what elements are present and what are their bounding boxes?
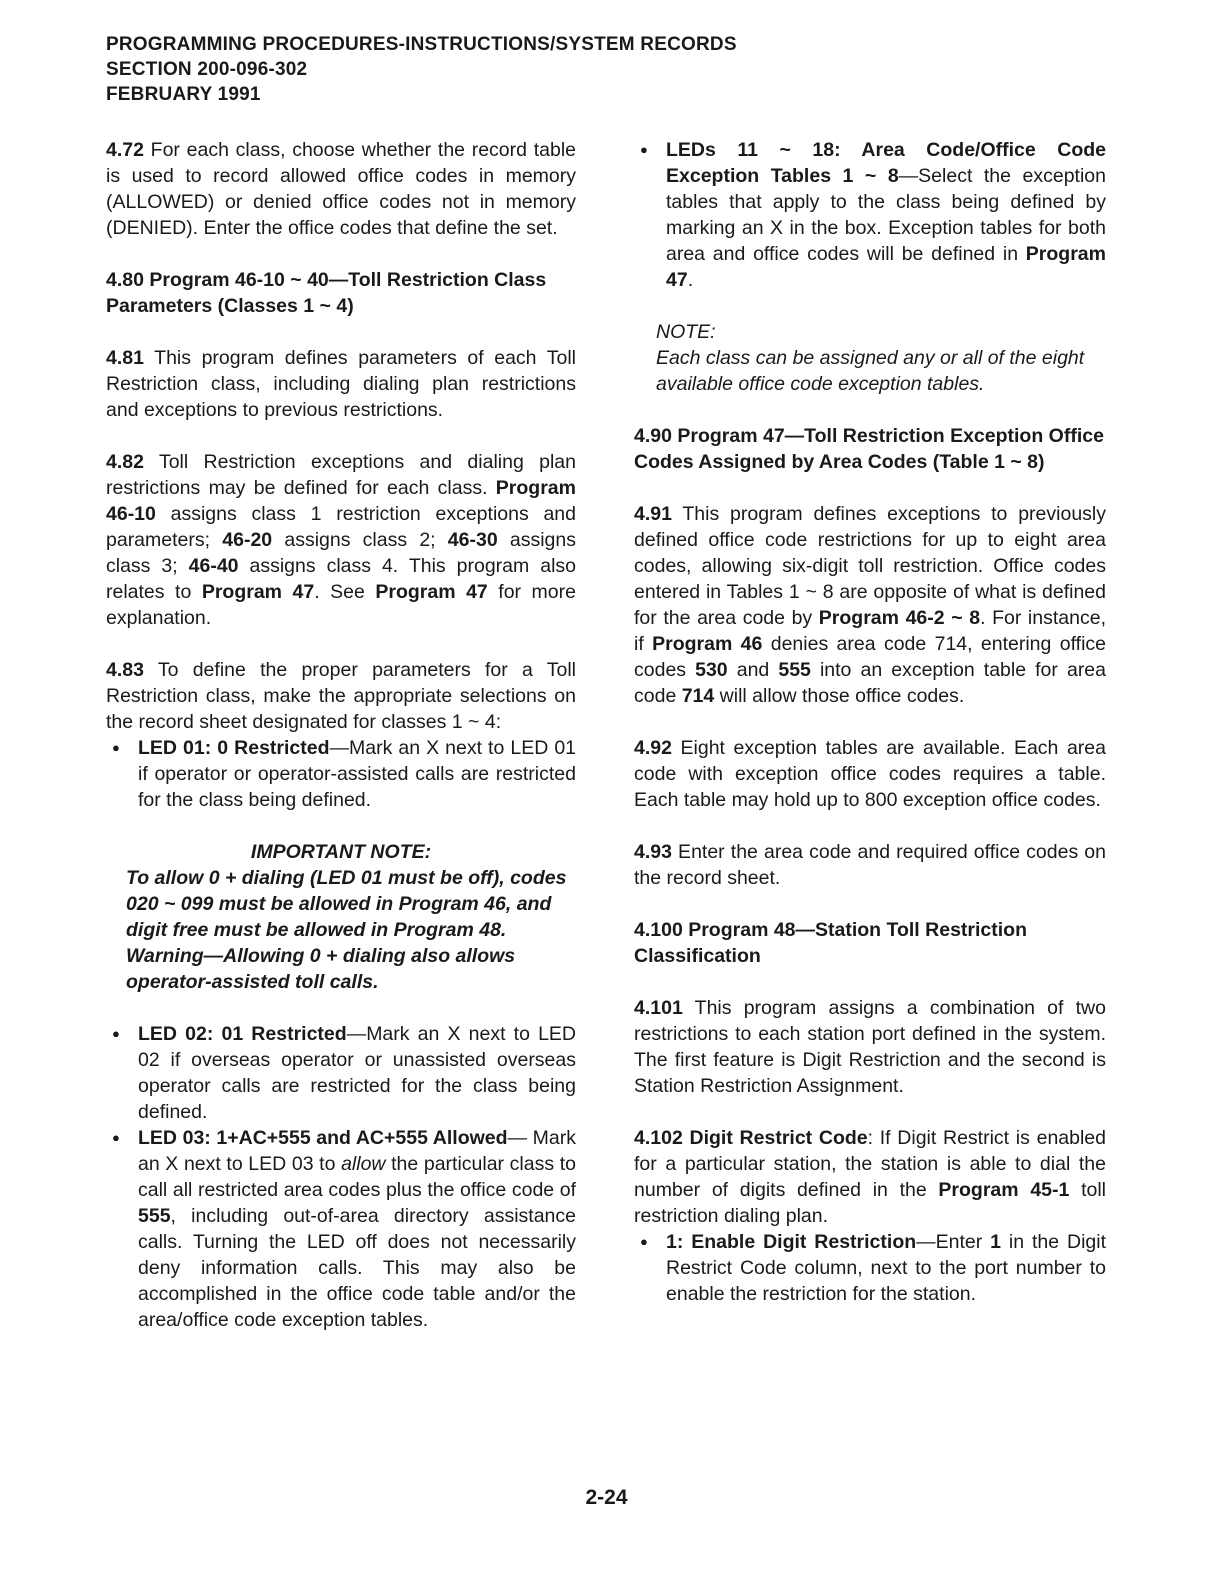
para-text: : If Digit Restrict is enabled for a particular station, the station is able to dial the number of digits defined in the — [634, 1127, 1106, 1201]
bold-term: Program 47 — [201, 581, 315, 603]
para-4-72 — [106, 137, 576, 241]
para-text: assigns class 1 restriction exceptions and parameters; — [106, 503, 576, 551]
heading-4-80: 4.80 Program 46-10 ~ 40—Toll Restriction Class Parameters (Classes 1 ~ 4) — [106, 269, 547, 317]
led-list-1 — [106, 735, 576, 813]
italic-term: allow — [341, 1153, 386, 1175]
para-4-92 — [634, 735, 1106, 813]
bold-term: 46-30 — [447, 529, 498, 551]
item-text: —Enter — [916, 1231, 991, 1253]
bold-term: LEDs 11 ~ 18: Area Code/Office Code Exception Tables 1 ~ 8 — [666, 139, 1106, 187]
para-number: 4.102 — [634, 1127, 683, 1149]
para-4-83 — [106, 657, 576, 735]
bold-term: 46-20 — [222, 529, 273, 551]
para-text: Toll Restriction exceptions and dialing plan restrictions may be defined for each class. — [106, 451, 576, 499]
item-text: —Mark an X next to LED 02 if overseas operator or unassisted overseas operator calls are restricted for the class being defined. — [138, 1023, 577, 1123]
led-list-2 — [106, 1021, 576, 1333]
para-text: To define the proper parameters for a Toll Restriction class, make the appropriate selections on the record sheet designated for classes 1 ~ 4: — [106, 659, 576, 733]
para-text: Eight exception tables are available. Each area code with exception office codes requires a table. Each table may hold up to 800 exception office codes. — [634, 737, 1106, 811]
bold-term: 555 — [138, 1205, 171, 1227]
important-note-body: To allow 0 + dialing (LED 01 must be off), codes 020 ~ 099 must be allowed in Program 46, and digit free must be allowed in Program 48. Warning—Allowing 0 + dialing also allows operator-assisted toll calls. — [126, 867, 567, 993]
header-date: FEBRUARY 1991 — [106, 84, 261, 105]
para-text: toll restriction dialing plan. — [634, 1179, 1106, 1227]
bold-term: 1: Enable Digit Restriction — [666, 1231, 917, 1253]
bold-term: 1 — [990, 1231, 1002, 1253]
para-text: This program assigns a combination of two restrictions to each station port defined in the system. The first feature is Digit Restriction and the second is Station Restriction Assignment. — [634, 997, 1106, 1097]
page-header — [106, 32, 737, 107]
header-section: SECTION 200-096-302 — [106, 59, 308, 80]
list-item-leds-11-18 — [634, 137, 1106, 293]
list-item-led-03 — [106, 1125, 576, 1333]
item-text: , including out-of-area directory assistance calls. Turning the LED off does not necessarily deny information calls. This may also be accomplished in the office code table and/or the area/office code exception tables. — [138, 1205, 576, 1331]
bold-term: LED 02: 01 Restricted — [138, 1023, 347, 1045]
para-text: This program defines parameters of each Toll Restriction class, including dialing plan restrictions and exceptions to previous restrictions. — [106, 347, 576, 421]
header-title: PROGRAMMING PROCEDURES-INSTRUCTIONS/SYSTEM RECORDS — [106, 34, 737, 55]
bold-term: Program 46-2 ~ 8 — [818, 607, 981, 629]
item-text: —Select the exception tables that apply to the class being defined by marking an X in the box. Exception tables for both area and office codes will be defined in — [666, 165, 1106, 265]
right-column — [634, 137, 1106, 1333]
heading-4-100: 4.100 Program 48—Station Toll Restriction Classification — [634, 919, 1027, 967]
note-body: Each class can be assigned any or all of the eight available office code exception tables. — [656, 347, 1085, 395]
para-number: 4.81 — [106, 347, 144, 369]
bold-term: LED 01: 0 Restricted — [138, 737, 330, 759]
item-text: in the Digit Restrict Code column, next to the port number to enable the restriction for the station. — [666, 1231, 1106, 1305]
para-text: . For instance, if — [634, 607, 1106, 655]
note-label: NOTE: — [656, 321, 716, 343]
para-text: assigns class 2; — [272, 529, 448, 551]
bold-term: 555 — [778, 659, 811, 681]
bold-term: Program 47 — [375, 581, 488, 603]
para-4-102 — [634, 1125, 1106, 1229]
para-text: for more explanation. — [106, 581, 576, 629]
bold-term: 46-40 — [188, 555, 239, 577]
bold-term: Program 46-10 — [106, 477, 576, 525]
item-text: . — [687, 269, 694, 291]
led-list-3 — [634, 137, 1106, 293]
item-text: —Mark an X next to LED 01 if operator or operator-assisted calls are restricted for the class being defined. — [138, 737, 577, 811]
bold-term: Program 46 — [652, 633, 763, 655]
para-4-93 — [634, 839, 1106, 891]
para-number: 4.72 — [106, 139, 144, 161]
bold-term: Digit Restrict Code — [682, 1127, 868, 1149]
para-text: . See — [314, 581, 376, 603]
para-number: 4.91 — [634, 503, 672, 525]
bold-term: LED 03: 1+AC+555 and AC+555 Allowed — [138, 1127, 508, 1149]
para-4-81 — [106, 345, 576, 423]
list-item-enable-digit-restriction — [634, 1229, 1106, 1307]
para-number: 4.83 — [106, 659, 144, 681]
bold-term: 530 — [695, 659, 728, 681]
para-number: 4.93 — [634, 841, 672, 863]
page-number: 2-24 — [585, 1486, 628, 1509]
para-text: into an exception table for area code — [634, 659, 1106, 707]
bold-term: 714 — [681, 685, 715, 707]
para-number: 4.82 — [106, 451, 144, 473]
para-4-82 — [106, 449, 576, 631]
para-4-91 — [634, 501, 1106, 709]
para-text: Enter the area code and required office codes on the record sheet. — [634, 841, 1106, 889]
para-text: denies area code 714, entering office codes — [634, 633, 1106, 681]
heading-4-90: 4.90 Program 47—Toll Restriction Exception Office Codes Assigned by Area Codes (Table 1 ~ 8) — [634, 425, 1104, 473]
important-note-title: IMPORTANT NOTE: — [250, 841, 432, 863]
enable-list — [634, 1229, 1106, 1307]
para-text: assigns class 3; — [106, 529, 576, 577]
list-item-led-02 — [106, 1021, 576, 1125]
para-number: 4.101 — [634, 997, 683, 1019]
para-text: For each class, choose whether the record table is used to record allowed office codes in memory (ALLOWED) or denied office codes not in memory (DENIED). Enter the office codes that define the set. — [106, 139, 576, 239]
item-text: — Mark an X next to LED 03 to — [138, 1127, 577, 1175]
para-4-101 — [634, 995, 1106, 1099]
list-item-led-01 — [106, 735, 576, 813]
para-text: This program defines exceptions to previously defined office code restrictions for up to eight area codes, allowing six-digit toll restriction. Office codes entered in Tables 1 ~ 8 are opposite of what is defined for the area code by — [634, 503, 1106, 629]
para-text: assigns class 4. This program also relates to — [106, 555, 577, 603]
para-text: and — [727, 659, 779, 681]
left-column — [106, 137, 576, 1359]
bold-term: Program 45-1 — [938, 1179, 1070, 1201]
bold-term: Program 47 — [666, 243, 1106, 291]
para-number: 4.92 — [634, 737, 672, 759]
item-text: the particular class to call all restricted area codes plus the office code of — [138, 1153, 576, 1201]
para-text: will allow those office codes. — [714, 685, 965, 707]
